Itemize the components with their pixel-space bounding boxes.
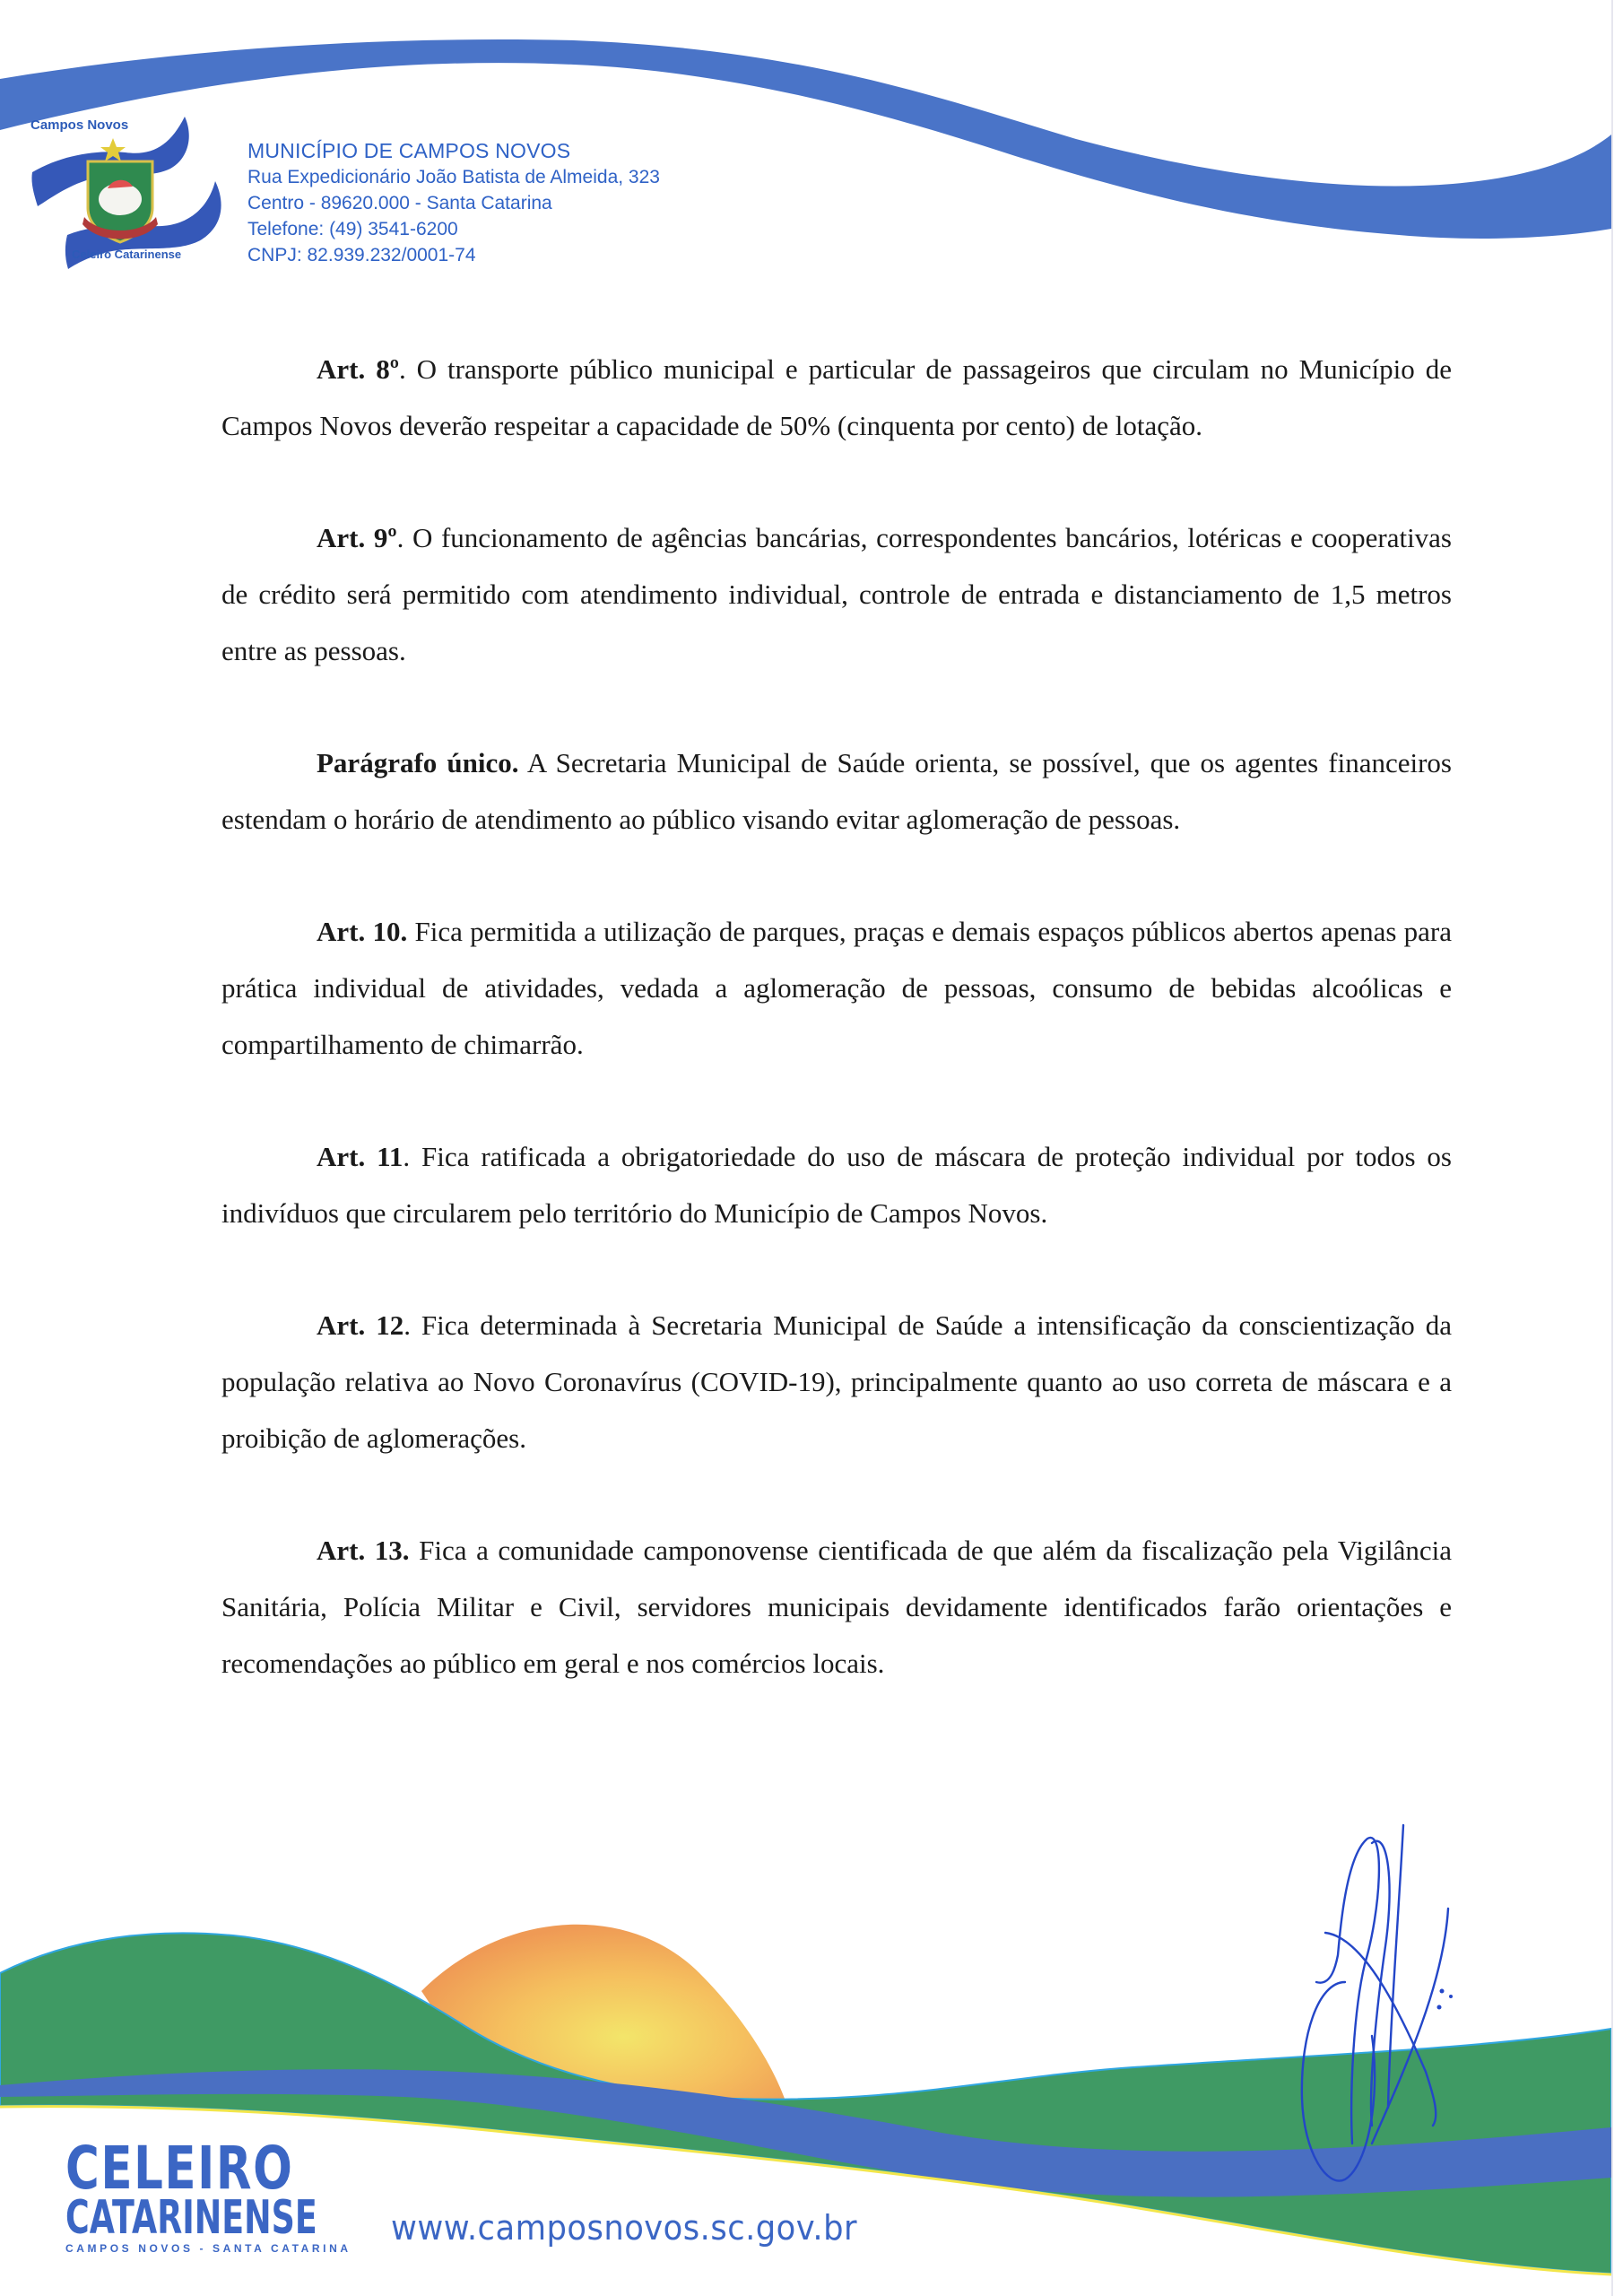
logo-bottom-label: Celeiro Catarinense — [72, 248, 182, 261]
street-address: Rua Expedicionário João Batista de Almeida, 323 — [247, 167, 660, 187]
document-body — [221, 341, 1452, 1747]
article-text: . Fica ratificada a obrigatoriedade do uso de máscara de proteção individual por todos os indivíduos que circularem pelo território do Município de Campos Novos. — [221, 1141, 1452, 1229]
article-12 — [221, 1297, 1452, 1466]
article-13 — [221, 1522, 1452, 1692]
brand-line-catarinense: CATARINENSE — [65, 2191, 317, 2245]
brand-subtitle: CAMPOS NOVOS - SANTA CATARINA — [65, 2242, 352, 2255]
article-text: Fica a comunidade camponovense cientificada de que além da fiscalização pela Vigilância Sanitária, Polícia Militar e Civil, servidores municipais devidamente identificados farão orientações e recomendações ao público em geral e nos comércios locais. — [221, 1535, 1452, 1679]
phone-number: Telefone: (49) 3541-6200 — [247, 219, 458, 239]
article-heading: Art. 9º — [317, 522, 397, 553]
article-text: . O funcionamento de agências bancárias, correspondentes bancários, lotéricas e cooperativas de crédito será permitido com atendimento individual, controle de entrada e distanciamento de 1,5 metros entre as pessoas. — [221, 522, 1453, 666]
municipality-name: MUNICÍPIO DE CAMPOS NOVOS — [247, 139, 571, 162]
cnpj-number: CNPJ: 82.939.232/0001-74 — [247, 245, 476, 265]
article-heading: Art. 11 — [317, 1141, 404, 1172]
article-text: Fica permitida a utilização de parques, praças e demais espaços públicos abertos apenas para prática individual de atividades, vedada a aglomeração de pessoas, consumo de bebidas alcoólicas e compartilhamento de chimarrão. — [221, 916, 1452, 1060]
logo-top-label: Campos Novos — [30, 117, 129, 133]
district-postal-state: Centro - 89620.000 - Santa Catarina — [247, 193, 552, 213]
article-heading: Art. 12 — [317, 1309, 404, 1341]
header-band — [0, 0, 1623, 287]
article-text: . Fica determinada à Secretaria Municipal de Saúde a intensificação da conscientização da população relativa ao Novo Coronavírus (COVID-19), principalmente quanto ao uso correta de máscara e a proibição de aglomerações. — [221, 1309, 1452, 1454]
handwritten-signature — [1282, 1803, 1480, 2197]
celeiro-catarinense-logo — [65, 2134, 425, 2255]
sole-paragraph — [221, 735, 1452, 848]
letterhead-address-block — [247, 138, 660, 268]
brand-line-celeiro: CELEIRO — [65, 2134, 294, 2203]
article-8 — [221, 341, 1452, 454]
article-heading: Art. 8º — [317, 353, 399, 385]
article-text: . O transporte público municipal e particular de passageiros que circulam no Município de Campos Novos deverão respeitar a capacidade de 50% (cinquenta por cento) de lotação. — [221, 353, 1453, 441]
page-edge — [1611, 0, 1613, 2296]
article-9 — [221, 509, 1452, 679]
website-url[interactable]: www.camposnovos.sc.gov.br — [391, 2208, 858, 2248]
municipal-coat-of-arms-logo — [27, 109, 238, 269]
header-band-shape — [0, 39, 1611, 239]
article-11 — [221, 1128, 1452, 1241]
article-10 — [221, 903, 1452, 1073]
article-heading: Art. 13. — [317, 1535, 410, 1566]
article-heading: Parágrafo único. — [317, 747, 519, 778]
article-heading: Art. 10. — [317, 916, 408, 947]
article-text: A Secretaria Municipal de Saúde orienta, se possível, que os agentes financeiros estendam o horário de atendimento ao público visando evitar aglomeração de pessoas. — [221, 747, 1452, 835]
